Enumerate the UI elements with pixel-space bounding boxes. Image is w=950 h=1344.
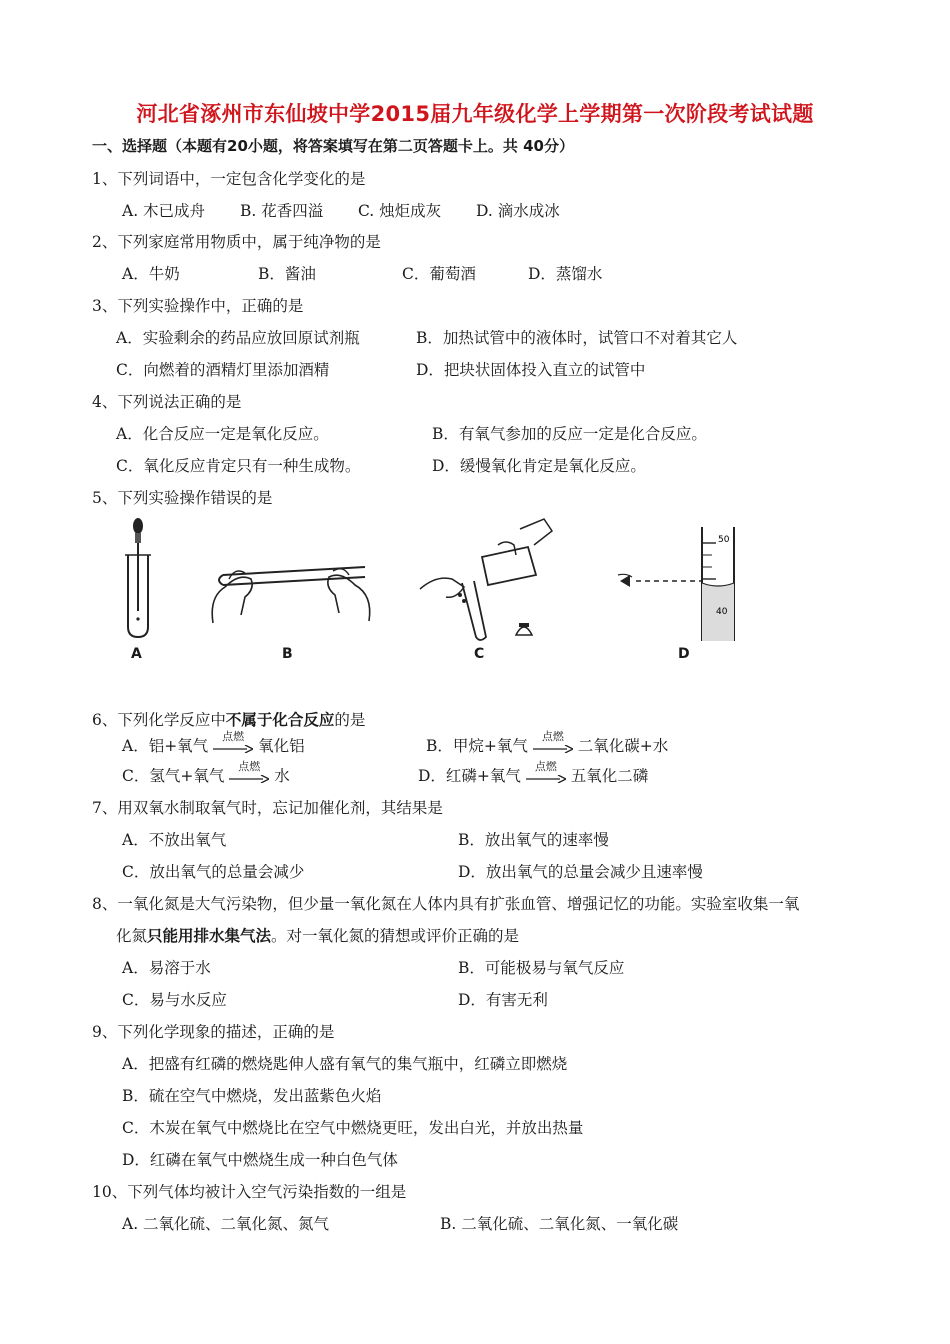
- question-6-option-b: B．甲烷+氧气 点燃 二氧化碳+水: [426, 730, 669, 755]
- cylinder-mark-40: 40: [716, 607, 728, 617]
- page-title: 河北省涿州市东仙坡中学2015届九年级化学上学期第一次阶段考试试题: [136, 102, 814, 126]
- reaction-arrow-c: 点燃: [229, 766, 269, 786]
- question-4-stem: 4、下列说法正确的是: [92, 393, 242, 411]
- question-10-option-b: B. 二氧化硫、二氧化氮、一氧化碳: [440, 1215, 679, 1233]
- question-9-option-a: A．把盛有红磷的燃烧匙伸人盛有氧气的集气瓶中，红磷立即燃烧: [122, 1055, 568, 1073]
- question-6-option-d: D．红磷+氧气 点燃 五氧化二磷: [418, 760, 649, 785]
- figure-d-cylinder: [612, 515, 752, 645]
- question-1-option-b: B. 花香四溢: [240, 202, 324, 220]
- question-7-option-c: C．放出氧气的总量会减少: [122, 863, 305, 881]
- question-7-option-a: A．不放出氧气: [122, 831, 227, 849]
- question-8-option-a: A．易溶于水: [122, 959, 211, 977]
- question-3-option-c: C．向燃着的酒精灯里添加酒精: [116, 361, 330, 379]
- cylinder-mark-50: 50: [718, 535, 730, 545]
- figure-d-label: D: [678, 646, 690, 662]
- question-7-option-d: D．放出氧气的总量会减少且速率慢: [458, 863, 703, 881]
- question-6-stem: 6、下列化学反应中不属于化合反应的是: [92, 711, 366, 729]
- question-2-option-a: A．牛奶: [122, 265, 180, 283]
- question-2-stem: 2、下列家庭常用物质中，属于纯净物的是: [92, 233, 381, 251]
- question-4-option-a: A．化合反应一定是氧化反应。: [116, 425, 329, 443]
- question-3-option-b: B．加热试管中的液体时，试管口不对着其它人: [416, 329, 738, 347]
- reaction-arrow-a: 点燃: [213, 736, 253, 756]
- question-9-stem: 9、下列化学现象的描述，正确的是: [92, 1023, 335, 1041]
- question-10-stem: 10、下列气体均被计入空气污染指数的一组是: [92, 1183, 407, 1201]
- question-8-option-d: D．有害无利: [458, 991, 548, 1009]
- question-3-option-d: D．把块状固体投入直立的试管中: [416, 361, 646, 379]
- question-4-option-c: C．氧化反应肯定只有一种生成物。: [116, 457, 361, 475]
- question-2-option-c: C．葡萄酒: [402, 265, 476, 283]
- question-9-option-d: D．红磷在氧气中燃烧生成一种白色气体: [122, 1151, 398, 1169]
- question-1-stem: 1、下列词语中，一定包含化学变化的是: [92, 170, 366, 188]
- question-6-option-a: A．铝+氧气 点燃 氧化铝: [122, 730, 305, 755]
- figure-c-pouring: [416, 515, 556, 645]
- figure-c-label: C: [474, 646, 485, 662]
- question-3-option-a: A．实验剩余的药品应放回原试剂瓶: [116, 329, 360, 347]
- question-8-stem-line1: 8、一氧化氮是大气污染物，但少量一氧化氮在人体内具有扩张血管、增强记忆的功能。实验室收集一氧: [92, 895, 800, 913]
- figure-a-label: A: [131, 646, 142, 662]
- question-3-stem: 3、下列实验操作中，正确的是: [92, 297, 304, 315]
- question-9-option-c: C．木炭在氧气中燃烧比在空气中燃烧更旺，发出白光，并放出热量: [122, 1119, 584, 1137]
- section-heading: 一、选择题（本题有20小题，将答案填写在第二页答题卡上。共 40分）: [92, 137, 574, 155]
- question-7-stem: 7、用双氧水制取氧气时，忘记加催化剂，其结果是: [92, 799, 443, 817]
- question-9-option-b: B．硫在空气中燃烧，发出蓝紫色火焰: [122, 1087, 382, 1105]
- question-1-option-d: D. 滴水成冰: [476, 202, 560, 220]
- figure-a-dropper: [118, 515, 158, 640]
- question-2-option-d: D．蒸馏水: [528, 265, 603, 283]
- question-7-option-b: B．放出氧气的速率慢: [458, 831, 609, 849]
- question-8-option-c: C．易与水反应: [122, 991, 227, 1009]
- question-10-option-a: A. 二氧化硫、二氧化氮、氮气: [122, 1215, 330, 1233]
- question-8-stem-line2: 化氮只能用排水集气法。对一氧化氮的猜想或评价正确的是: [116, 927, 520, 945]
- question-4-option-d: D．缓慢氧化肯定是氧化反应。: [432, 457, 646, 475]
- question-4-option-b: B．有氧气参加的反应一定是化合反应。: [432, 425, 707, 443]
- question-6-option-c: C．氢气+氧气 点燃 水: [122, 760, 290, 785]
- reaction-arrow-b: 点燃: [533, 736, 573, 756]
- question-5-stem: 5、下列实验操作错误的是: [92, 489, 273, 507]
- question-2-option-b: B．酱油: [258, 265, 316, 283]
- question-1-option-a: A. 木已成舟: [122, 202, 206, 220]
- figure-b-label: B: [282, 646, 293, 662]
- figure-b-hands-tube: [205, 515, 375, 625]
- question-1-option-c: C. 烛炬成灰: [358, 202, 442, 220]
- question-8-option-b: B．可能极易与氧气反应: [458, 959, 625, 977]
- reaction-arrow-d: 点燃: [526, 766, 566, 786]
